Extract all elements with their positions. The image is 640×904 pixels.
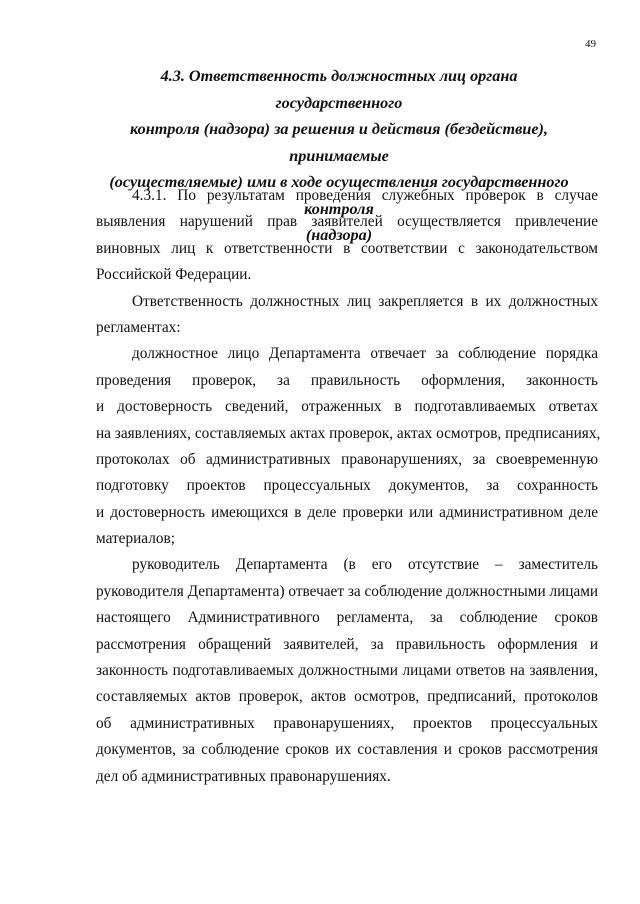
text-line: Российской Федерации.: [96, 266, 252, 284]
text-line: и достоверность сведений, отраженных в подготавливаемых ответах: [96, 398, 598, 416]
text-line: на заявлениях, составляемых актах проверок, актах осмотров, предписаниях,: [96, 424, 601, 442]
text-line: составляемых актов проверок, актов осмотров, предписаний, протоколов: [96, 688, 598, 706]
text-line: Ответственность должностных лиц закрепляется в их должностных: [132, 292, 598, 310]
document-body: [96, 183, 601, 790]
text-line: подготовку проектов процессуальных документов, за сохранность: [96, 477, 598, 495]
text-line: об административных правонарушениях, проектов процессуальных: [96, 714, 598, 732]
heading-line: 4.3. Ответственность должностных лиц органа государственного: [160, 67, 518, 112]
text-line: регламентах:: [96, 318, 181, 336]
heading-line: (надзора): [305, 226, 373, 244]
text-line: материалов;: [96, 530, 175, 548]
text-line: документов, за соблюдение сроков их составления и сроков рассмотрения: [96, 741, 598, 759]
paragraph-4-3-1: [96, 183, 598, 289]
text-line: протоколах об административных правонарушениях, за своевременную: [96, 450, 598, 468]
text-line: руководитель Департамента (в его отсутствие – заместитель: [132, 556, 598, 574]
text-line: проведения проверок, за правильность оформления, законность: [96, 371, 598, 389]
text-line: и достоверность имеющихся в деле проверки или административном деле: [96, 503, 598, 521]
text-line: выявления нарушений прав заявителей осуществляется привлечение: [96, 213, 598, 231]
text-line: дел об административных правонарушениях.: [96, 767, 391, 785]
text-line: руководителя Департамента) отвечает за соблюдение должностными лицами: [96, 582, 599, 600]
text-line: рассмотрения обращений заявителей, за правильность оформления и: [96, 635, 598, 653]
page-number: 49: [585, 38, 596, 50]
heading-line: контроля (надзора) за решения и действия (бездействие), принимаемые: [130, 120, 548, 165]
heading-line: (осуществляемые) ими в ходе осуществления государственного контроля: [109, 173, 569, 218]
text-line: настоящего Административного регламента, за соблюдение сроков: [96, 609, 598, 627]
text-line: законность подготавливаемых должностными лицами ответов на заявления,: [96, 662, 598, 680]
paragraph-head: [96, 552, 598, 790]
paragraph-official: [96, 341, 601, 552]
text-line: должностное лицо Департамента отвечает за соблюдение порядка: [132, 345, 598, 363]
text-line: 4.3.1. По результатам проведения служебных проверок в случае: [132, 187, 598, 204]
paragraph-responsibility: [96, 289, 598, 342]
text-line: виновных лиц к ответственности в соответствии с законодательством: [96, 239, 598, 257]
